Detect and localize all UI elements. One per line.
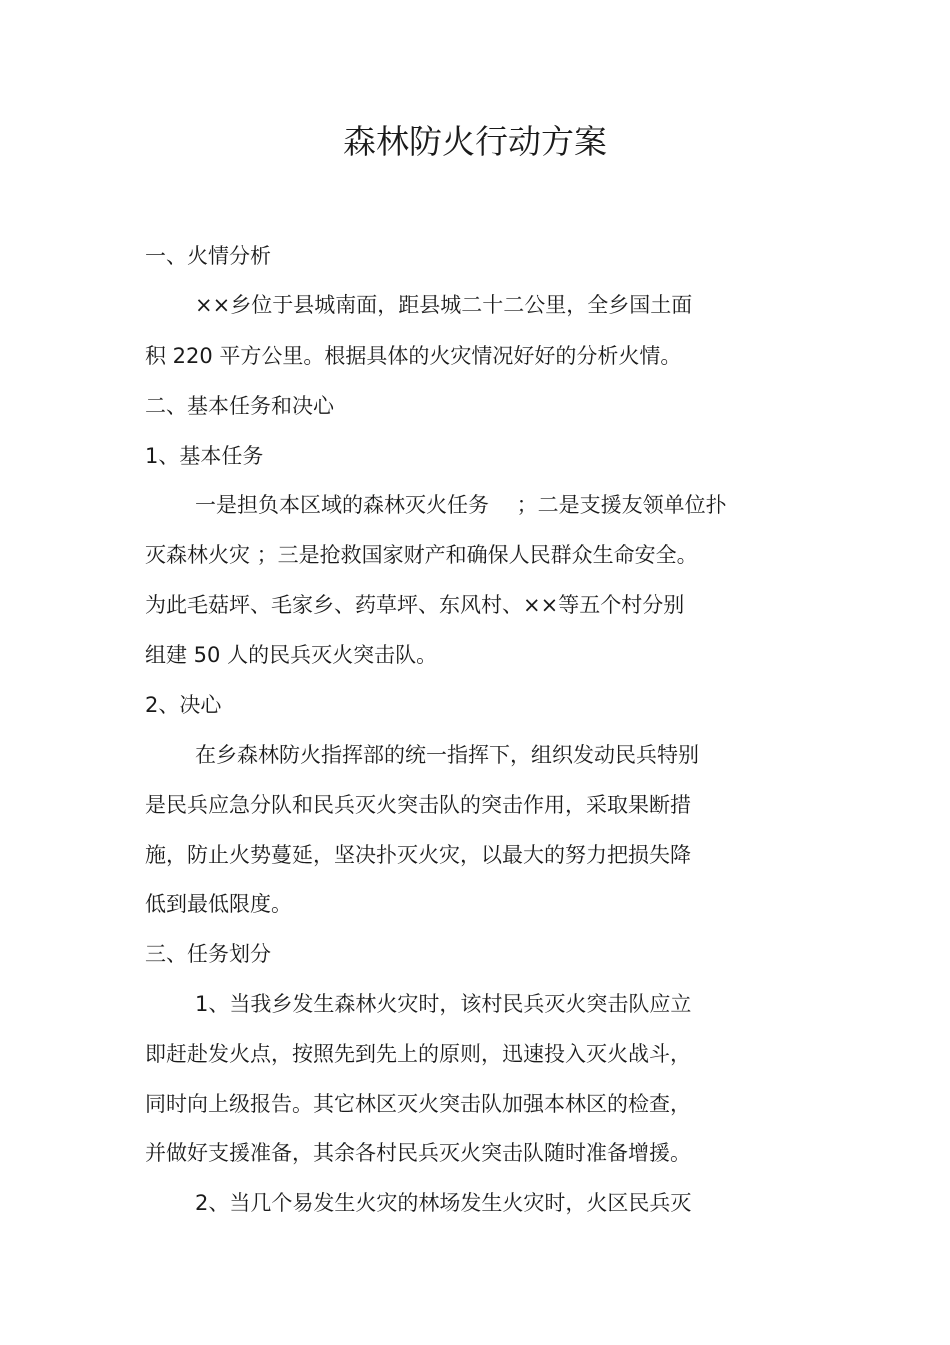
- section-heading: 一、火情分析: [145, 244, 271, 268]
- paragraph-line: 组建 50 人的民兵灭火突击队。: [145, 643, 438, 667]
- paragraph-line: 同时向上级报告。其它林区灭火突击队加强本林区的检查，: [145, 1092, 691, 1116]
- paragraph-line: 即赶赴发火点，按照先到先上的原则，迅速投入灭火战斗，: [145, 1042, 691, 1066]
- paragraph-line: 灭森林火灾 ；三是抢救国家财产和确保人民群众生命安全。: [145, 543, 698, 567]
- paragraph-line: 低到最低限度。: [145, 892, 292, 916]
- paragraph-line: 为此毛菇坪、毛家乡、药草坪、东风村、××等五个村分别: [145, 593, 685, 617]
- paragraph-line: 积 220 平方公里。根据具体的火灾情况好好的分析火情。: [145, 344, 682, 368]
- paragraph-line: 施，防止火势蔓延，坚决扑灭火灾，以最大的努力把损失降: [145, 843, 691, 867]
- paragraph-line: 在乡森林防火指挥部的统一指挥下，组织发动民兵特别: [195, 743, 699, 767]
- document-title: 森林防火行动方案: [343, 122, 607, 161]
- paragraph-line: ××乡位于县城南面，距县城二十二公里，全乡国土面: [195, 293, 693, 317]
- paragraph-line: 一是担负本区域的森林灭火任务 ；二是支援友领单位扑: [195, 493, 727, 517]
- paragraph-line: 并做好支援准备，其余各村民兵灭火突击队随时准备增援。: [145, 1141, 691, 1165]
- section-heading: 三、任务划分: [145, 942, 271, 966]
- section-heading: 二、基本任务和决心: [145, 394, 334, 418]
- subsection-heading: 1、基本任务: [145, 444, 264, 468]
- subsection-heading: 2、决心: [145, 693, 222, 717]
- paragraph-line: 是民兵应急分队和民兵灭火突击队的突击作用，采取果断措: [145, 793, 691, 817]
- paragraph-line: 1、当我乡发生森林火灾时，该村民兵灭火突击队应立: [195, 992, 692, 1016]
- paragraph-line: 2、当几个易发生火灾的林场发生火灾时，火区民兵灭: [195, 1191, 692, 1215]
